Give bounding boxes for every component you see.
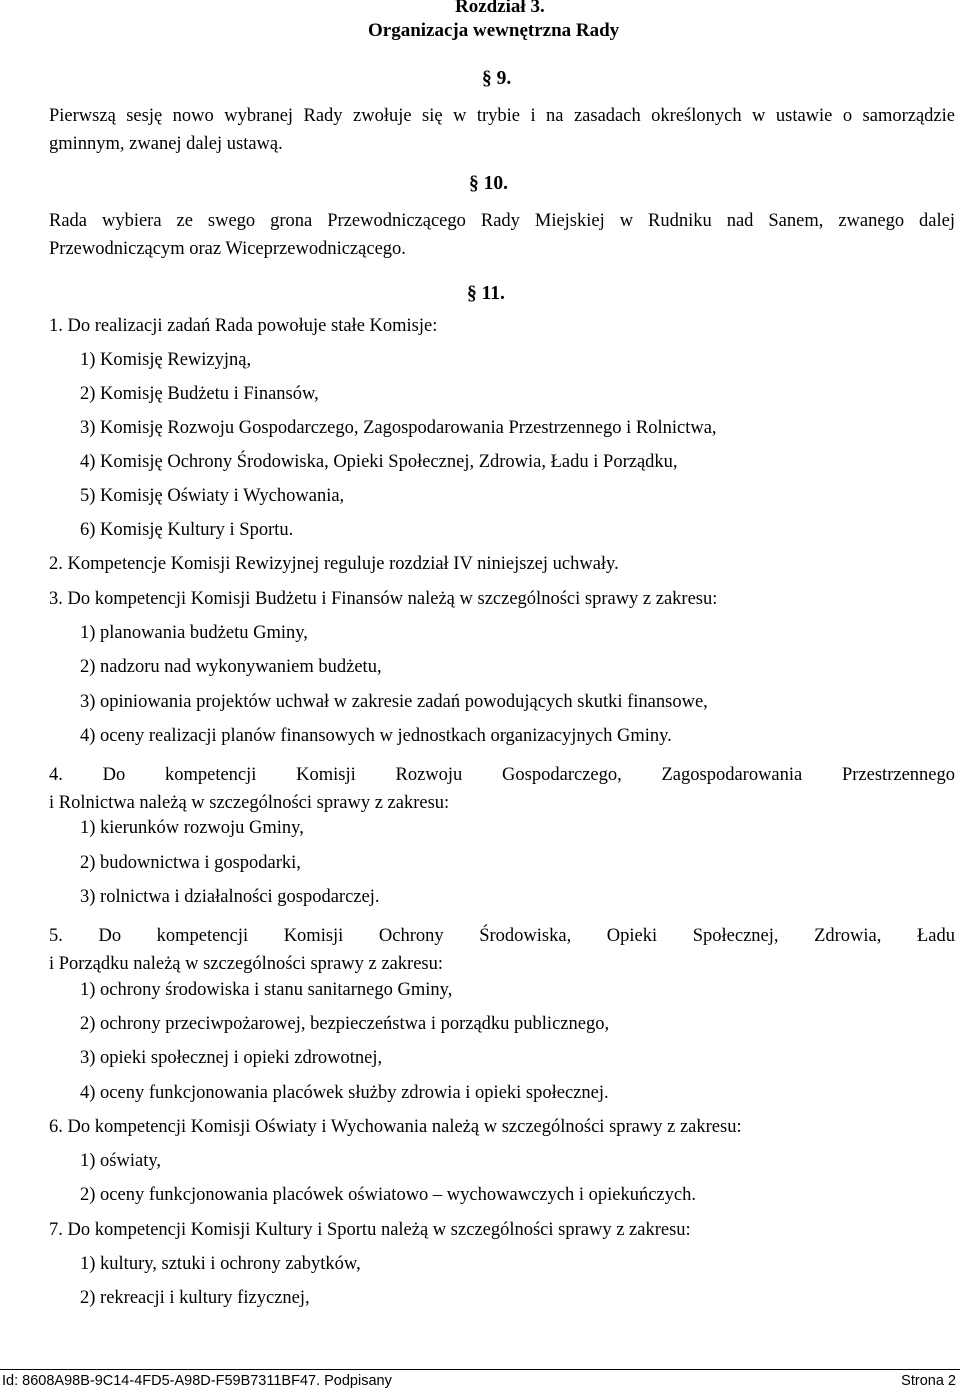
list-item: 1) ochrony środowiska i stanu sanitarnego Gminy,: [80, 980, 453, 1000]
section-10-line-2: Przewodniczącym oraz Wiceprzewodniczącego.: [49, 239, 406, 259]
list-item: 3) Komisję Rozwoju Gospodarczego, Zagospodarowania Przestrzennego i Rolnictwa,: [80, 418, 717, 438]
point-5-line-2: i Porządku należą w szczególności sprawy z zakresu:: [49, 954, 443, 974]
section-9-line-1: Pierwszą sesję nowo wybranej Rady zwołuje się w trybie i na zasadach określonych w ustawie o samorządzie: [49, 106, 955, 126]
list-item: 1) Komisję Rewizyjną,: [80, 350, 252, 370]
section-9-line-2: gminnym, zwanej dalej ustawą.: [49, 134, 283, 154]
document-id: Id: 8608A98B-9C14-4FD5-A98D-F59B7311BF47. Podpisany: [2, 1373, 392, 1389]
page-footer: [0, 1369, 960, 1392]
point-3-text: 3. Do kompetencji Komisji Budżetu i Finansów należą w szczególności sprawy z zakresu:: [49, 589, 718, 609]
list-item: 1) kierunków rozwoju Gminy,: [80, 818, 304, 838]
section-10-text: [49, 207, 955, 263]
page-number: Strona 2: [901, 1373, 956, 1389]
point-1-text: 1. Do realizacji zadań Rada powołuje stałe Komisje:: [49, 316, 438, 336]
point-4-line-2: i Rolnictwa należą w szczególności sprawy z zakresu:: [49, 793, 450, 813]
point-2-text: 2. Kompetencje Komisji Rewizyjnej reguluje rozdział IV niniejszej uchwały.: [49, 554, 619, 574]
section-10-number: § 10.: [469, 173, 508, 194]
point-4-line-1: 4. Do kompetencji Komisji Rozwoju Gospodarczego, Zagospodarowania Przestrzennego: [49, 765, 955, 785]
list-item: 2) Komisję Budżetu i Finansów,: [80, 384, 319, 404]
list-item: 2) ochrony przeciwpożarowej, bezpieczeństwa i porządku publicznego,: [80, 1014, 610, 1034]
point-6-text: 6. Do kompetencji Komisji Oświaty i Wychowania należą w szczególności sprawy z zakresu:: [49, 1117, 742, 1137]
list-item: 2) budownictwa i gospodarki,: [80, 853, 301, 873]
section-10-line-1: Rada wybiera ze swego grona Przewodniczącego Rady Miejskiej w Rudniku nad Sanem, zwanego dalej: [49, 211, 955, 231]
section-9-text: [49, 102, 955, 158]
section-11-number: § 11.: [467, 283, 505, 304]
point-5-line-1: 5. Do kompetencji Komisji Ochrony Środowiska, Opieki Społecznej, Zdrowia, Ładu: [49, 926, 955, 946]
point-5-text: [49, 922, 955, 978]
list-item: 4) Komisję Ochrony Środowiska, Opieki Społecznej, Zdrowia, Ładu i Porządku,: [80, 452, 678, 472]
list-item: 2) oceny funkcjonowania placówek oświatowo – wychowawczych i opiekuńczych.: [80, 1185, 696, 1205]
list-item: 1) planowania budżetu Gminy,: [80, 623, 308, 643]
point-4-text: [49, 761, 955, 817]
list-item: 4) oceny realizacji planów finansowych w jednostkach organizacyjnych Gminy.: [80, 726, 672, 746]
list-item: 1) oświaty,: [80, 1151, 162, 1171]
list-item: 3) opieki społecznej i opieki zdrowotnej,: [80, 1048, 383, 1068]
list-item: 2) rekreacji i kultury fizycznej,: [80, 1288, 310, 1308]
list-item: 6) Komisję Kultury i Sportu.: [80, 520, 294, 540]
point-7-text: 7. Do kompetencji Komisji Kultury i Sportu należą w szczególności sprawy z zakresu:: [49, 1220, 691, 1240]
list-item: 4) oceny funkcjonowania placówek służby zdrowia i opieki społecznej.: [80, 1083, 609, 1103]
list-item: 1) kultury, sztuki i ochrony zabytków,: [80, 1254, 361, 1274]
list-item: 2) nadzoru nad wykonywaniem budżetu,: [80, 657, 382, 677]
section-9-number: § 9.: [482, 68, 512, 89]
chapter-subtitle: Organizacja wewnętrzna Rady: [368, 20, 620, 41]
list-item: 3) rolnictwa i działalności gospodarczej.: [80, 887, 380, 907]
list-item: 3) opiniowania projektów uchwał w zakresie zadań powodujących skutki finansowe,: [80, 692, 708, 712]
list-item: 5) Komisję Oświaty i Wychowania,: [80, 486, 345, 506]
chapter-title: Rozdział 3.: [455, 0, 545, 17]
